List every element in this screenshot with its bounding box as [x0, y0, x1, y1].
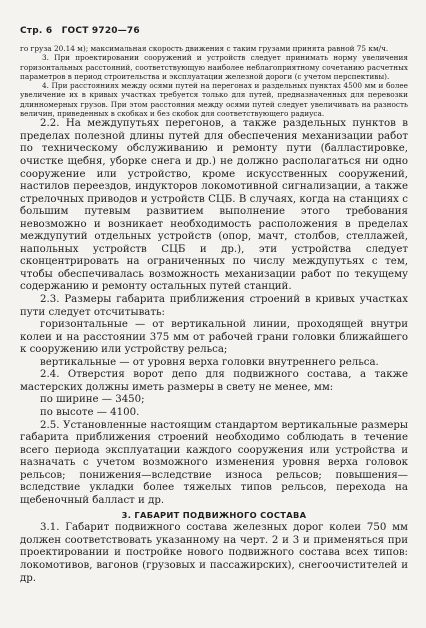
paragraph-3-1: 3.1. Габарит подвижного состава железных дорог колеи 750 мм должен соответствовать указанному на черт. 2 и 3 и применяться при проектировании и постройке нового подвижного состава всех типов: локомотивов, вагонов (грузовых и пассажирских), снегоочистителей и др. [20, 522, 408, 584]
paragraph-2-4: 2.4. Отверстия ворот депо для подвижного состава, а также мастерских должны иметь размеры в свету не менее, мм: [20, 369, 408, 393]
standard-code: ГОСТ 9720—76 [61, 26, 140, 36]
section-3-title: 3. ГАБАРИТ ПОДВИЖНОГО СОСТАВА [121, 510, 307, 521]
paragraph-2-3-horizontal: горизонтальные — от вертикальной линии, проходящей внутри колеи и на расстоянии 375 мм от рабочей грани головки ближайшего к сооружению или устройству рельса; [20, 319, 408, 356]
page-number: Стр. 6 [20, 26, 53, 36]
door-height: по высоте — 4100. [40, 406, 140, 418]
page-header [20, 26, 146, 36]
note-3: 3. При проектировании сооружений и устройств следует принимать норму увеличения горизонтальных расстояний, соответствующую наиболее неблагоприятному сочетанию расчетных параметров в период строительства и эксплуатации железной дороги (с учетом перспективы). [20, 53, 408, 81]
page-content [20, 44, 408, 585]
door-width: по ширине — 3450; [40, 394, 145, 406]
paragraph-2-5: 2.5. Установленные настоящим стандартом вертикальные размеры габарита приближения строений необходимо соблюдать в течение всего периода эксплуатации каждого сооружения или устройства и назначать с учетом возможного изменения уровня верха головок рельсов; понижения—вследствие износа рельсов; повышения—вследствие укладки более тяжелых типов рельсов, перехода на щебеночный балласт и др. [20, 419, 408, 506]
paragraph-2-3: 2.3. Размеры габарита приближения строений в кривых участках пути следует отсчитывать: [20, 294, 408, 318]
paragraph-2-2: 2.2. На междупутьях перегонов, а также раздельных пунктов в пределах полезной длины путей для обеспечения механизации работ по техническому обслуживанию и ремонту пути (балластировке, очистке щебня, уборке снега и др.) не должно располагаться ни одно сооружение или устройство, кроме искусственных сооружений, настилов переездов, индукторов локомотивной сигнализации, а также стрелочных приводов и устройств СЦБ. В случаях, когда на станциях с большим путевым развитием выполнение этого требования невозможно и возникает необходимость расположения в пределах междупутий отдельных устройств (опор, мачт, столбов, стеллажей, напольных устройств СЦБ и др.), эти устройства следует сконцентрировать на ограниченных по числу междупутьях с тем, чтобы обеспечивалась возможность механизации работ по текущему содержанию и ремонту остальных путей станций. [20, 118, 408, 293]
paragraph-2-3-vertical: вертикальные — от уровня верха головки внутреннего рельса. [40, 356, 379, 368]
note-4: 4. При расстояниях между осями путей на перегонах и раздельных пунктах 4500 мм и более увеличение их в кривых участках требуется только для путей, предназначенных для перевозки длинномерных грузов. При этом расстояния между осями путей следует увеличивать на разность величин, приведенных в скобках и без скобок для соответствующего радиуса. [20, 81, 408, 119]
note-continuation: го груза 20.14 м); максимальная скорость движения с таким грузами принята равной 75 км/ч. [20, 44, 389, 53]
